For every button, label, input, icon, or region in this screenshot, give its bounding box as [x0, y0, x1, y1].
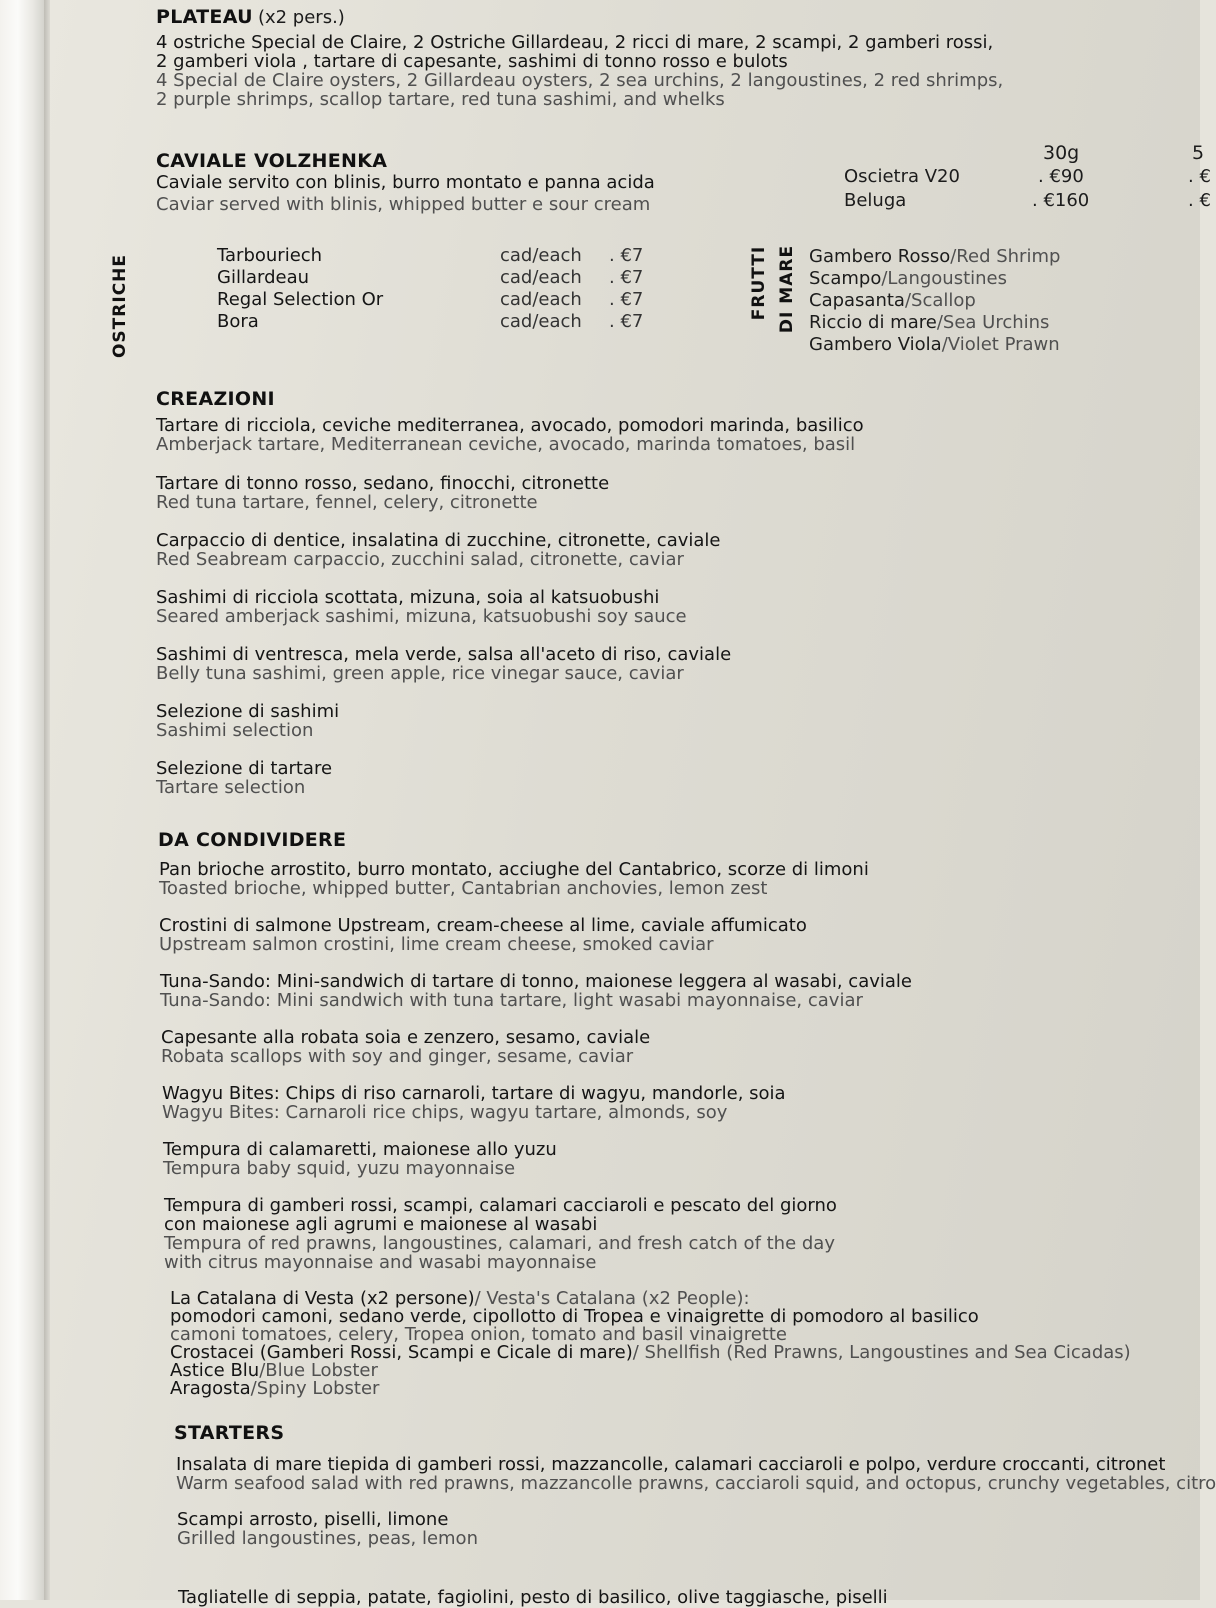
creazioni-item	[156, 531, 721, 569]
tempura-mix-item	[164, 1196, 837, 1272]
creazioni-item	[156, 416, 864, 454]
dish-en: Wagyu Bites: Carnaroli rice chips, wagyu tartare, almonds, soy	[162, 1102, 728, 1123]
condividere-item	[162, 1084, 786, 1122]
caviar-name: Oscietra V20	[844, 166, 960, 187]
oyster-name: Gillardeau	[217, 267, 310, 288]
option-en: / Shellfish (Red Prawns, Langoustines and Sea Cicadas)	[632, 1342, 1131, 1363]
dish-en: Grilled langoustines, peas, lemon	[177, 1528, 478, 1549]
dish-en: Sashimi selection	[156, 720, 314, 741]
frutti-en: /Red Shrimp	[950, 246, 1061, 267]
caviar-price-2: . €	[1188, 166, 1211, 187]
dish-en: Tartare selection	[156, 777, 306, 798]
starters-cut-line: Tagliatelle di seppia, patate, fagiolini, pesto di basilico, olive taggiasche, piselli	[178, 1587, 888, 1608]
dish-en: Tempura of red prawns, langoustines, calamari, and fresh catch of the day	[164, 1233, 835, 1254]
frutti-it: Capasanta	[809, 290, 905, 311]
caviar-row-oscietra	[844, 166, 960, 187]
frutti-item	[809, 334, 1060, 356]
dish-it: Crostini di salmone Upstream, cream-cheese al lime, caviale affumicato	[159, 915, 807, 936]
ostriche-label: OSTRICHE	[110, 253, 130, 359]
condividere-item	[159, 860, 869, 898]
catalana-item	[170, 1290, 1131, 1398]
creazioni-item	[156, 645, 731, 683]
dish-it: Selezione di tartare	[156, 758, 333, 779]
dish-en: Tempura baby squid, yuzu mayonnaise	[163, 1158, 516, 1179]
caviar-name: Beluga	[844, 190, 907, 211]
frutti-it: Riccio di mare	[809, 312, 937, 333]
oyster-row	[217, 246, 677, 268]
dish-it: Scampi arrosto, piselli, limone	[177, 1509, 449, 1530]
plateau-en-1: 4 Special de Claire oysters, 2 Gillardeau oysters, 2 sea urchins, 2 langoustines, 2 red shrimps,	[156, 70, 1004, 91]
frutti-list	[809, 246, 1060, 356]
frutti-item	[809, 246, 1060, 268]
dish-en: Tuna-Sando: Mini sandwich with tuna tartare, light wasabi mayonnaise, caviar	[160, 990, 863, 1011]
caviale-en: Caviar served with blinis, whipped butter e sour cream	[156, 194, 651, 215]
oyster-name: Regal Selection Or	[217, 289, 384, 310]
caviar-col-2: 5	[1192, 142, 1205, 164]
dish-it: Carpaccio di dentice, insalatina di zucchine, citronette, caviale	[156, 530, 721, 551]
frutti-en: /Sea Urchins	[936, 312, 1050, 333]
frutti-item	[809, 268, 1060, 290]
condividere-title: DA CONDIVIDERE	[158, 829, 347, 851]
dish-en: Amberjack tartare, Mediterranean ceviche, avocado, marinda tomatoes, basil	[156, 434, 856, 455]
plateau-heading	[156, 6, 345, 28]
frutti-en: /Violet Prawn	[941, 334, 1060, 355]
catalana-line-en: camoni tomatoes, celery, Tropea onion, tomato and basil vinaigrette	[170, 1324, 788, 1345]
caviale-title: CAVIALE VOLZHENKA	[156, 150, 388, 172]
frutti-label-1: FRUTTI	[749, 245, 769, 321]
dish-it: con maionese agli agrumi e maionese al wasabi	[164, 1214, 598, 1235]
oyster-price: . €7	[609, 311, 644, 332]
dish-en: with citrus mayonnaise and wasabi mayonnaise	[164, 1252, 597, 1273]
dish-it: Tartare di ricciola, ceviche mediterranea, avocado, pomodori marinda, basilico	[156, 415, 864, 436]
caviar-price-2: . €	[1188, 190, 1211, 211]
dish-it: Sashimi di ventresca, mela verde, salsa all'aceto di riso, caviale	[156, 644, 732, 665]
catalana-line-it: pomodori camoni, sedano verde, cipollotto di Tropea e vinaigrette di pomodoro al basilico	[170, 1306, 979, 1327]
caviale-it: Caviale servito con blinis, burro montato e panna acida	[156, 172, 655, 193]
starters-item	[177, 1510, 478, 1548]
frutti-item	[809, 290, 1060, 312]
oyster-name: Bora	[217, 311, 259, 332]
dish-it: Tartare di tonno rosso, sedano, finocchi, citronette	[156, 473, 610, 494]
dish-en: Upstream salmon crostini, lime cream cheese, smoked caviar	[159, 934, 714, 955]
plateau-it-2: 2 gamberi viola , tartare di capesante, sashimi di tonno rosso e bulots	[156, 51, 788, 72]
oyster-row	[217, 312, 677, 334]
catalana-title-en: / Vesta's Catalana (x2 People):	[474, 1288, 750, 1309]
book-binding	[0, 0, 44, 1600]
dish-it: Insalata di mare tiepida di gamberi rossi, mazzancolle, calamari cacciaroli e polpo, verdure croccanti, citronet	[176, 1454, 1166, 1475]
dish-it: Tempura di calamaretti, maionese allo yuzu	[163, 1139, 557, 1160]
plateau-en-2: 2 purple shrimps, scallop tartare, red tuna sashimi, and whelks	[156, 89, 725, 110]
caviar-price-30g: . €160	[1032, 190, 1090, 211]
dish-it: Pan brioche arrostito, burro montato, acciughe del Cantabrico, scorze di limoni	[159, 859, 869, 880]
oyster-unit: cad/each	[500, 245, 582, 266]
dish-en: Warm seafood salad with red prawns, mazzancolle prawns, cacciaroli squid, and octopus, crunchy vegetables, citro	[176, 1473, 1216, 1494]
menu-page	[50, 0, 1216, 1608]
dish-en: Seared amberjack sashimi, mizuna, katsuobushi soy sauce	[156, 606, 687, 627]
condividere-item	[159, 916, 807, 954]
creazioni-item	[156, 702, 339, 740]
dish-en: Toasted brioche, whipped butter, Cantabrian anchovies, lemon zest	[159, 878, 768, 899]
oyster-price: . €7	[609, 267, 644, 288]
condividere-item	[163, 1140, 557, 1178]
plateau-note: (x2 pers.)	[257, 7, 345, 28]
dish-it: Sashimi di ricciola scottata, mizuna, soia al katsuobushi	[156, 587, 660, 608]
creazioni-title: CREAZIONI	[156, 388, 275, 410]
oyster-row	[217, 290, 677, 312]
caviar-row-beluga	[844, 190, 906, 211]
catalana-title-it: La Catalana di Vesta (x2 persone)	[170, 1288, 475, 1309]
condividere-item	[160, 972, 912, 1010]
oyster-name: Tarbouriech	[217, 245, 323, 266]
creazioni-item	[156, 588, 687, 626]
dish-it: Tempura di gamberi rossi, scampi, calamari cacciaroli e pescato del giorno	[164, 1195, 837, 1216]
frutti-en: /Langoustines	[881, 268, 1008, 289]
oyster-row	[217, 268, 677, 290]
caviar-price-30g: . €90	[1038, 166, 1084, 187]
creazioni-item	[156, 474, 609, 512]
oyster-unit: cad/each	[500, 311, 582, 332]
dish-en: Robata scallops with soy and ginger, sesame, caviar	[161, 1046, 634, 1067]
oyster-unit: cad/each	[500, 289, 582, 310]
option-it: Aragosta	[170, 1378, 251, 1399]
starters-item	[176, 1455, 1216, 1493]
dish-en: Belly tuna sashimi, green apple, rice vinegar sauce, caviar	[156, 663, 684, 684]
catalana-option	[170, 1380, 1131, 1398]
dish-en: Red tuna tartare, fennel, celery, citronette	[156, 492, 538, 513]
dish-it: Wagyu Bites: Chips di riso carnaroli, tartare di wagyu, mandorle, soia	[162, 1083, 786, 1104]
frutti-it: Gambero Rosso	[809, 246, 951, 267]
option-en: /Blue Lobster	[259, 1360, 378, 1381]
starters-title: STARTERS	[174, 1422, 285, 1444]
frutti-it: Scampo	[809, 268, 882, 289]
condividere-item	[161, 1028, 650, 1066]
plateau-it-1: 4 ostriche Special de Claire, 2 Ostriche Gillardeau, 2 ricci di mare, 2 scampi, 2 gamberi rossi,	[156, 32, 994, 53]
frutti-en: /Scallop	[904, 290, 976, 311]
creazioni-item	[156, 759, 332, 797]
dish-it: Tuna-Sando: Mini-sandwich di tartare di tonno, maionese leggera al wasabi, caviale	[160, 971, 912, 992]
dish-en: Red Seabream carpaccio, zucchini salad, citronette, caviar	[156, 549, 684, 570]
caviar-col-30g: 30g	[1043, 142, 1080, 164]
frutti-it: Gambero Viola	[809, 334, 942, 355]
dish-it: Selezione di sashimi	[156, 701, 340, 722]
dish-it: Capesante alla robata soia e zenzero, sesamo, caviale	[161, 1027, 651, 1048]
frutti-label-2: DI MARE	[777, 244, 797, 334]
option-en: /Spiny Lobster	[250, 1378, 380, 1399]
oyster-price: . €7	[609, 289, 644, 310]
plateau-title: PLATEAU	[156, 6, 253, 28]
frutti-item	[809, 312, 1060, 334]
oyster-price: . €7	[609, 245, 644, 266]
option-it: Crostacei (Gamberi Rossi, Scampi e Cicale di mare)	[170, 1342, 633, 1363]
ostriche-list	[217, 246, 687, 346]
option-it: Astice Blu	[170, 1360, 260, 1381]
oyster-unit: cad/each	[500, 267, 582, 288]
